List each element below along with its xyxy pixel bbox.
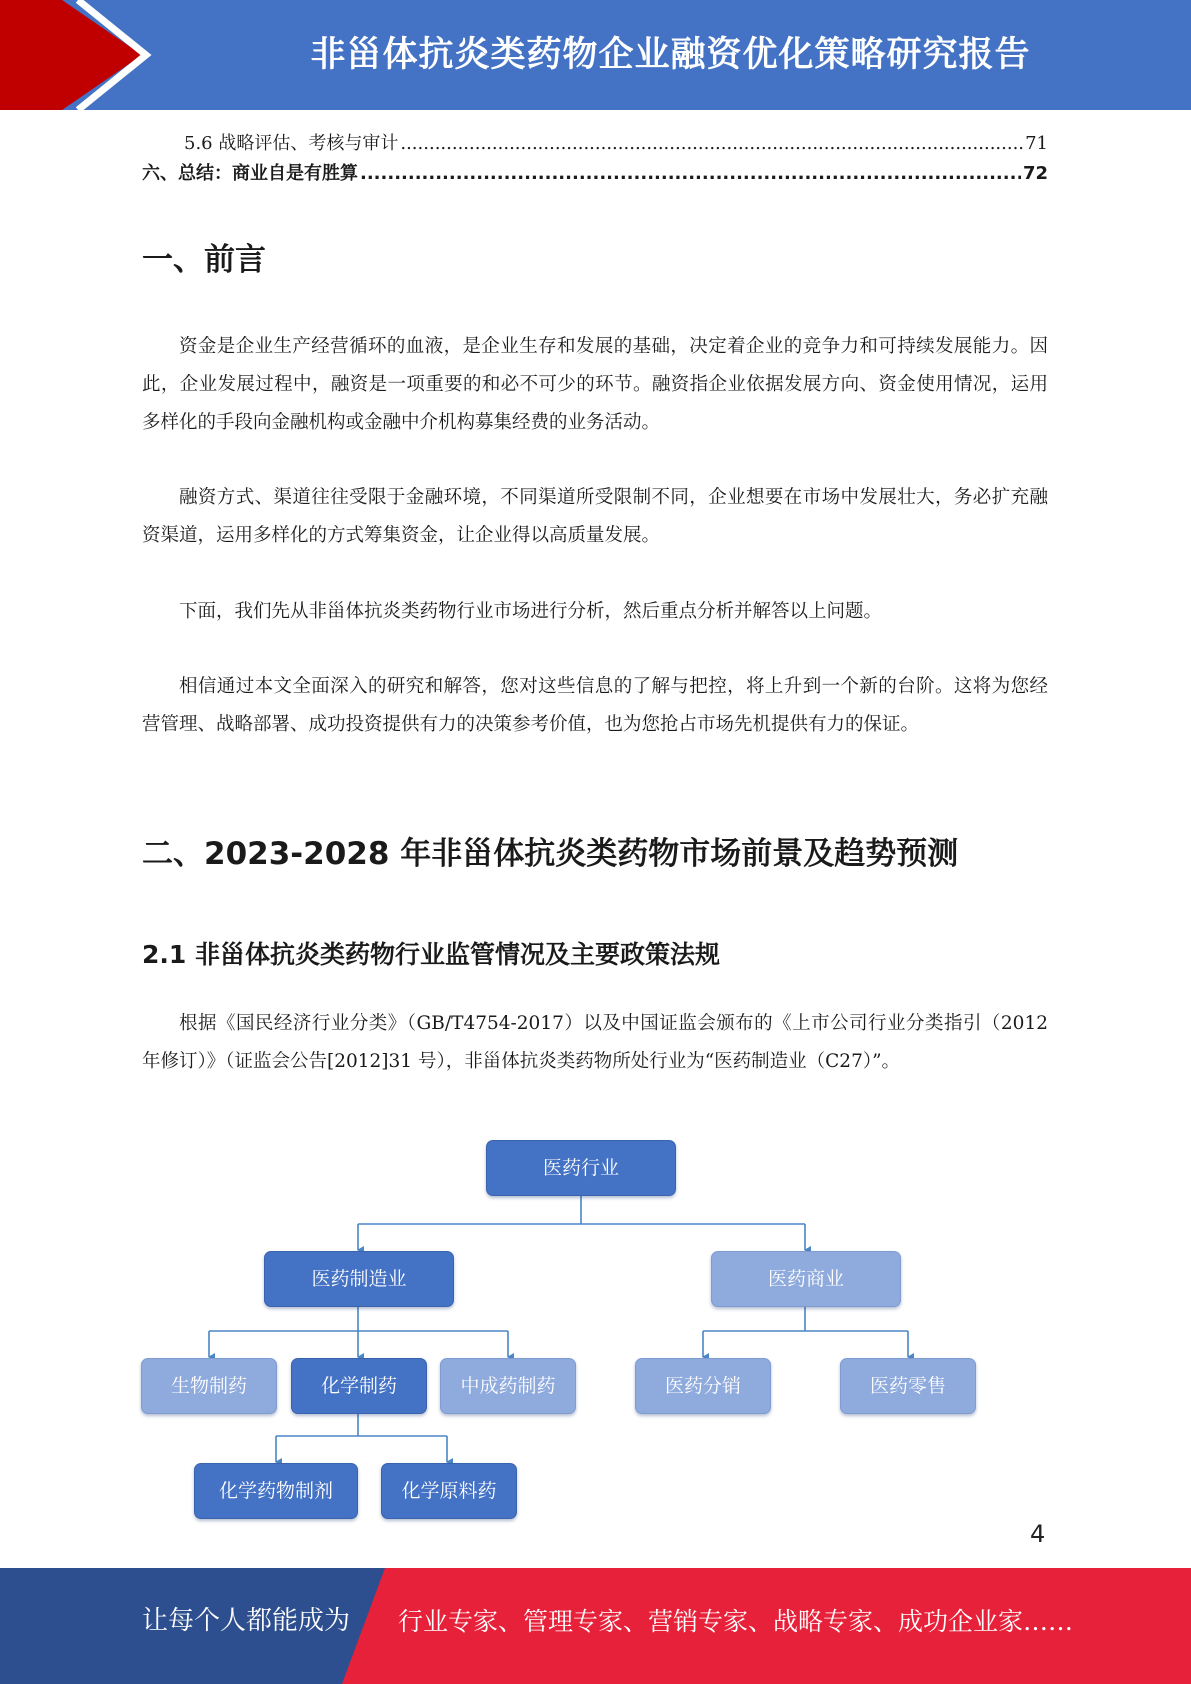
- toc-entry-page: 72: [1022, 163, 1048, 184]
- chart-node-chemical-pharma: 化学制药: [291, 1358, 427, 1414]
- header-title: 非甾体抗炎类药物企业融资优化策略研究报告: [310, 35, 1031, 75]
- toc-entry-label: 六、总结：商业自是有胜算: [142, 163, 358, 184]
- chart-node-pharma-industry: 医药行业: [486, 1140, 676, 1196]
- chart-node-pharma-commerce: 医药商业: [711, 1251, 901, 1307]
- body-paragraph: 相信通过本文全面深入的研究和解答，您对这些信息的了解与把控，将上升到一个新的台阶。这将为您经营管理、战略部署、成功投资提供有力的决策参考价值，也为您抢占市场先机提供有力的保证。: [142, 676, 1048, 735]
- footer-slogan-left: 让每个人都能成为: [142, 1606, 351, 1636]
- page-footer: [0, 1568, 1191, 1684]
- chart-node-distribution: 医药分销: [635, 1358, 771, 1414]
- chart-node-biopharma: 生物制药: [141, 1358, 277, 1414]
- body-paragraph: 下面，我们先从非甾体抗炎类药物行业市场进行分析，然后重点分析并解答以上问题。: [179, 601, 883, 622]
- toc-entry[interactable]: [142, 160, 1048, 188]
- subsection-heading: 2.1 非甾体抗炎类药物行业监管情况及主要政策法规: [142, 940, 720, 969]
- chart-node-pharma-manufacturing: 医药制造业: [264, 1251, 454, 1307]
- toc-entry[interactable]: [142, 130, 1048, 158]
- chart-node-api: 化学原料药: [381, 1463, 517, 1519]
- chart-node-chemical-preparation: 化学药物制剂: [194, 1463, 358, 1519]
- page-header: [0, 0, 1191, 110]
- section-heading-preface: 一、前言: [142, 242, 266, 278]
- body-paragraph: 融资方式、渠道往往受限于金融环境，不同渠道所受限制不同，企业想要在市场中发展壮大，务必扩充融资渠道，运用多样化的方式筹集资金，让企业得以高质量发展。: [142, 487, 1048, 546]
- footer-slogan-right: 行业专家、管理专家、营销专家、战略专家、成功企业家……: [398, 1607, 1074, 1636]
- section-heading-market-outlook: 二、2023-2028 年非甾体抗炎类药物市场前景及趋势预测: [142, 836, 959, 872]
- toc-leader-dots: [360, 160, 1021, 188]
- toc-entry-page: 71: [1025, 133, 1048, 154]
- industry-classification-chart: [140, 1140, 980, 1520]
- toc-entry-label: 5.6 战略评估、考核与审计: [184, 133, 399, 154]
- toc-leader-dots: [400, 130, 1023, 158]
- chart-node-tcm-pharma: 中成药制药: [440, 1358, 576, 1414]
- body-paragraph: 资金是企业生产经营循环的血液，是企业生存和发展的基础，决定着企业的竞争力和可持续发展能力。因此，企业发展过程中，融资是一项重要的和必不可少的环节。融资指企业依据发展方向、资金使用情况，运用多样化的手段向金融机构或金融中介机构募集经费的业务活动。: [142, 336, 1048, 433]
- chart-node-retail: 医药零售: [840, 1358, 976, 1414]
- body-paragraph: 根据《国民经济行业分类》（GB/T4754-2017）以及中国证监会颁布的《上市公司行业分类指引（2012 年修订）》（证监会公告[2012]31 号），非甾体抗炎类药物所处行业为“医药制造业（C27）”。: [142, 1013, 1048, 1072]
- page-number: 4: [1030, 1520, 1046, 1548]
